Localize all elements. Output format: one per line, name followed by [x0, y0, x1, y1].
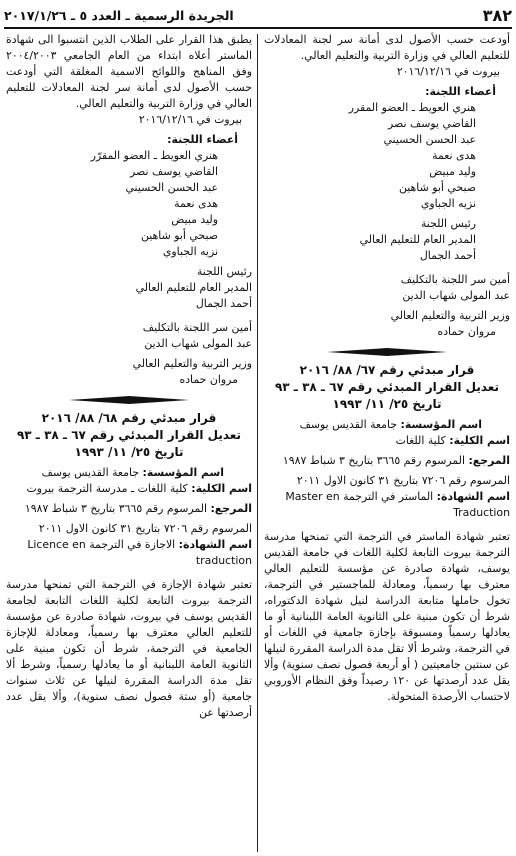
date-line: بيروت في ٢٠١٦/١٢/١٦: [138, 113, 242, 126]
degree-line: [6, 537, 252, 569]
intro-paragraph: أودعت حسب الأصول لدى أمانة سر لجنة المعادلات للتعليم العالي في وزارة التربية والتعليم العالي.: [264, 33, 510, 62]
institution-label: اسم المؤسسة:: [142, 466, 224, 479]
chair-signature: [6, 264, 252, 312]
reference-value: المرسوم رقم ٣٦٦٥ بتاريخ ٣ شباط ١٩٨٧: [24, 502, 211, 515]
institution-value: جامعة القديس يوسف: [41, 466, 143, 479]
signature-line: أحمد الجمال: [419, 249, 476, 262]
member-name: عبد الحسن الحسيني: [125, 181, 218, 194]
college-value: كلية اللغات: [395, 434, 450, 447]
college-label: اسم الكلية:: [449, 434, 510, 447]
reference-label: المرجع:: [210, 502, 252, 515]
degree-value-latin: Licence en traduction: [27, 538, 252, 567]
decree-line: المرسوم رقم ٧٢٠٦ بتاريخ ٣١ كانون الاول ٢٠١١: [38, 522, 252, 535]
page-header: [4, 3, 512, 29]
member-name: صبحي أبو شاهين: [398, 181, 476, 194]
member-name: هدى نعمة: [174, 197, 218, 210]
institution-label: اسم المؤسسة:: [400, 418, 482, 431]
signature-line: المدير العام للتعليم العالي: [135, 281, 252, 294]
college-label: اسم الكلية:: [191, 482, 252, 495]
member-name: نزيه الجباوي: [420, 197, 476, 210]
signature-line: المدير العام للتعليم العالي: [359, 233, 476, 246]
committee-title: أعضاء اللجنة:: [425, 85, 496, 98]
decision-subtitle: تعديل القرار المبدئي رقم ٦٧ ـ ٣٨ ـ ٩٣: [274, 380, 500, 394]
signature-line: رئيس اللجنة: [196, 265, 252, 278]
signature-line: وزير التربية والتعليم العالي: [132, 357, 252, 370]
college-value: كلية اللغات ـ مدرسة الترجمة بيروت: [26, 482, 192, 495]
committee-title: أعضاء اللجنة:: [167, 133, 238, 146]
signature-line: أمين سر اللجنة بالتكليف: [400, 273, 510, 286]
institution-line: [6, 465, 252, 481]
member-name: وليد مبيض: [171, 213, 218, 226]
member-name: هدى نعمة: [432, 149, 476, 162]
section-separator: [6, 394, 252, 406]
decision-body: تعتبر شهادة الإجازة في الترجمة التي تمنحها مدرسة الترجمة بيروت التابعة لكلية اللغات التابعة لجامعة القديس يوسف في بيروت، شهادة صادرة عن مؤسسة للتعليم العالي معترف بها رسمياً، ومعادلة للإجازة الجامعية في الترجمة، شرط أن تكون مبنية على الثانوية العامة اللبنانية أو ما يعادلها رسمياً، وشرط ألا تقل مدة الدراسة المقررة لنيلها عن ثلاث سنوات جامعية (أو ستة فصول نصف سنوية)، وألا يقل عدد أرصدتها عن: [6, 578, 252, 719]
intro-paragraph: يطبق هذا القرار على الطلاب الذين انتسبوا الى شهادة الماستر أعلاه ابتداء من العام الجامعي ٢٠٠٤/٢٠٠٣ وفق المناهج واللوائح الاسمية المغلقة التي أودعت حسب الأصول لدى أمانة سر لجنة المعادلات للتعليم العالي في وزارة التربية والتعليم العالي.: [6, 33, 252, 110]
page-number: ٣٨٢: [482, 5, 512, 25]
decision-title: قرار مبدئي رقم ٦٨/ ٨٨/ ٢٠١٦: [41, 411, 217, 425]
college-line: [6, 481, 252, 497]
reference-value: المرسوم رقم ٣٦٦٥ بتاريخ ٣ شباط ١٩٨٧: [282, 454, 469, 467]
secretary-signature: [264, 272, 510, 304]
reference-line: [264, 453, 510, 469]
signature-line: وزير التربية والتعليم العالي: [390, 309, 510, 322]
minister-signature: [264, 308, 510, 340]
decision-date: تاريخ ٢٥/ ١١/ ١٩٩٣: [74, 445, 184, 459]
degree-value-latin: Master en Traduction: [285, 490, 510, 519]
right-column: [264, 32, 510, 852]
signature-line: رئيس اللجنة: [420, 217, 476, 230]
member-name: وليد مبيض: [429, 165, 476, 178]
member-name: نزيه الجباوي: [162, 245, 218, 258]
degree-label: اسم الشهادة:: [436, 490, 510, 503]
gazette-title: الجريدة الرسمية ـ العدد ٥ ـ ٢٠١٧/١/٢٦: [4, 7, 234, 23]
signature-line: مروان حماده: [437, 325, 496, 338]
institution-value: جامعة القديس يوسف: [299, 418, 401, 431]
committee-members: [6, 148, 252, 260]
college-line: [264, 433, 510, 449]
committee-members: [264, 100, 510, 212]
decision-title: قرار مبدئي رقم ٦٧/ ٨٨/ ٢٠١٦: [299, 363, 475, 377]
institution-line: [264, 417, 510, 433]
decree-line: المرسوم رقم ٧٢٠٦ بتاريخ ٣١ كانون الاول ٢٠١١: [296, 474, 510, 487]
signature-line: عبد المولى شهاب الدين: [144, 337, 252, 350]
degree-value: الماستر في الترجمة: [343, 490, 437, 503]
member-name: هنري العويط ـ العضو المقرر: [348, 101, 476, 114]
chair-signature: [264, 216, 510, 264]
signature-line: عبد المولى شهاب الدين: [402, 289, 510, 302]
decision-body: تعتبر شهادة الماستر في الترجمة التي تمنحها مدرسة الترجمة بيروت التابعة لكلية اللغات في جامعة القديس يوسف، شهادة صادرة عن مؤسسة للتعليم العالي معترف بها رسمياً، ومعادلة للماجستير في الترجمة، تخول حاملها متابعة الدراسة لنيل شهادة الدكتوراه، شرط أن تكون مبنية على الثانوية العامة اللبنانية أو ما يعادلها رسمياً ومسبوقة بإجازة جامعية في اللغات أو في الترجمة، وشرط ألا تقل مدة الدراسة المقررة لنيلها عن سنتين جامعيتين ( أو أربعة فصول نصف سنوية) وألا يقل عدد أرصدتها عن ١٢٠ رصيداً وفق النظام الأوروبي لاحتساب الأرصدة المتحولة.: [264, 530, 510, 703]
reference-label: المرجع:: [468, 454, 510, 467]
decision-subtitle: تعديل القرار المبدئي رقم ٦٧ ـ ٣٨ ـ ٩٣: [16, 428, 242, 442]
reference-line: [6, 501, 252, 517]
date-line: بيروت في ٢٠١٦/١٢/١٦: [396, 65, 500, 78]
signature-line: مروان حماده: [179, 373, 238, 386]
column-divider: [257, 34, 258, 852]
degree-value: الاجازة في الترجمة: [89, 538, 179, 551]
minister-signature: [6, 356, 252, 388]
secretary-signature: [6, 320, 252, 352]
section-separator: [264, 346, 510, 358]
member-name: القاضي يوسف نصر: [130, 165, 218, 178]
member-name: هنري العويط ـ العضو المقرّر: [90, 149, 218, 162]
member-name: صبحي أبو شاهين: [140, 229, 218, 242]
signature-line: أمين سر اللجنة بالتكليف: [142, 321, 252, 334]
left-column: [6, 32, 252, 852]
member-name: القاضي يوسف نصر: [388, 117, 476, 130]
member-name: عبد الحسن الحسيني: [383, 133, 476, 146]
signature-line: أحمد الجمال: [195, 297, 252, 310]
degree-label: اسم الشهادة:: [178, 538, 252, 551]
decision-date: تاريخ ٢٥/ ١١/ ١٩٩٣: [332, 397, 442, 411]
degree-line: [264, 489, 510, 521]
